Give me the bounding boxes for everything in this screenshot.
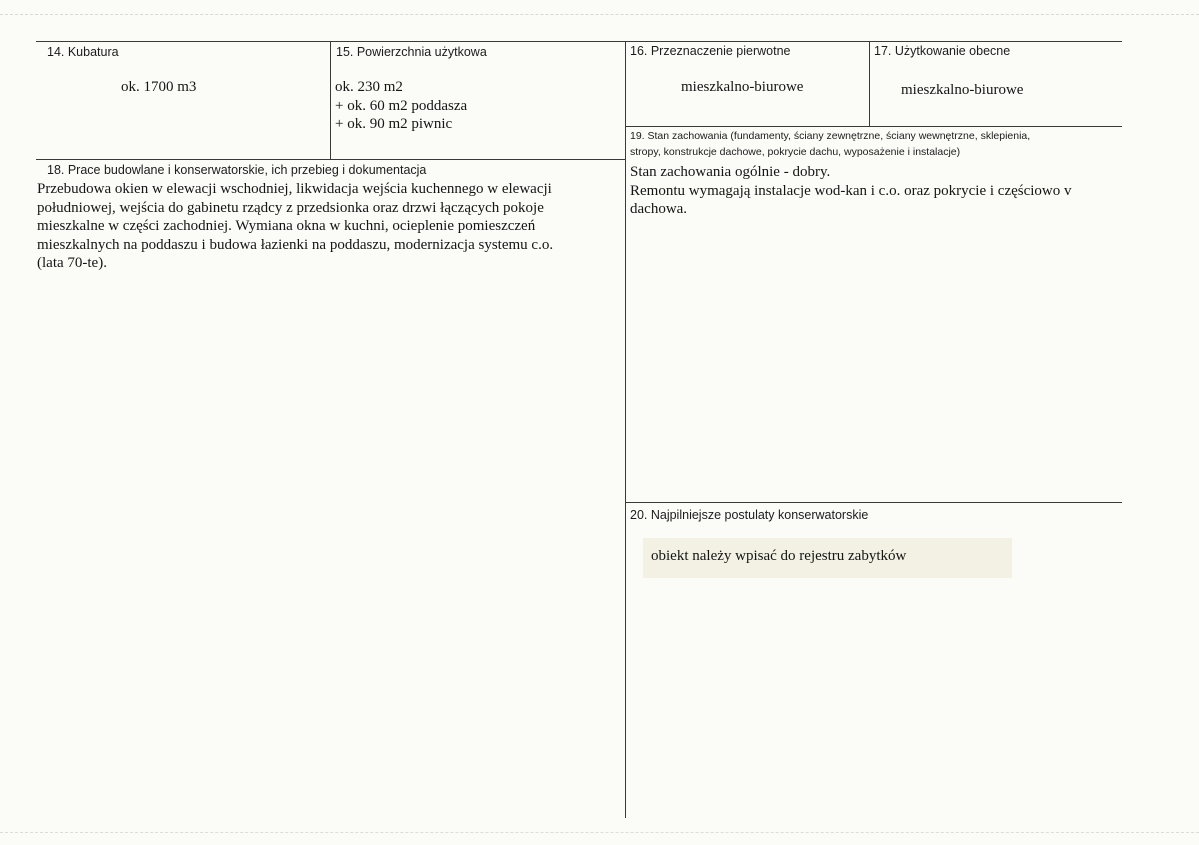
postulaty-label: 20. Najpilniejsze postulaty konserwatorskie (630, 508, 869, 522)
stan-label-line2: stropy, konstrukcje dachowe, pokrycie dachu, wyposażenie i instalacje) (630, 146, 961, 158)
main-divider (625, 41, 626, 818)
powierzchnia-values (335, 78, 467, 134)
przeznaczenie-value: mieszkalno-biurowe (681, 79, 804, 95)
rule-above-18 (36, 159, 625, 160)
uzytkowanie-label: 17. Użytkowanie obecne (874, 44, 1011, 58)
postulaty-value: obiekt należy wpisać do rejestru zabytków (651, 548, 907, 564)
rule-above-20 (625, 502, 1122, 503)
powierzchnia-line: + ok. 90 m2 piwnic (335, 116, 453, 132)
divider-14-15 (330, 41, 331, 159)
scan-top-edge (0, 0, 1199, 15)
divider-16-17 (869, 41, 870, 126)
rule-above-19 (625, 126, 1122, 127)
stan-line: dachowa. (630, 201, 688, 217)
stan-text (630, 163, 1120, 219)
przeznaczenie-label: 16. Przeznaczenie pierwotne (630, 44, 791, 58)
prace-line: Przebudowa okien w elewacji wschodniej, likwidacja wejścia kuchennego w elewacji (37, 181, 552, 197)
powierzchnia-label: 15. Powierzchnia użytkowa (336, 45, 487, 59)
prace-line: mieszkalnych na poddaszu i budowa łazienki na poddaszu, modernizacja systemu c.o. (37, 236, 554, 253)
powierzchnia-line: + ok. 60 m2 poddasza (335, 97, 468, 114)
prace-label: 18. Prace budowlane i konserwatorskie, ich przebieg i dokumentacja (47, 163, 427, 177)
kubatura-value: ok. 1700 m3 (121, 79, 197, 95)
prace-line: południowej, wejścia do gabinetu rządcy z przedsionka oraz drzwi łączących pokoje (37, 199, 544, 216)
prace-text (37, 180, 553, 273)
prace-line: mieszkalne w części zachodniej. Wymiana okna w kuchni, ocieplenie pomieszczeń (37, 218, 536, 234)
stan-line: Remontu wymagają instalacje wod-kan i c.o. oraz pokrycie i częściowo v (630, 182, 1072, 199)
stan-label-line1: 19. Stan zachowania (fundamenty, ściany zewnętrzne, ściany wewnętrzne, sklepienia, (630, 130, 1031, 142)
stan-line: Stan zachowania ogólnie - dobry. (630, 164, 831, 180)
top-rule (36, 41, 1122, 42)
kubatura-label: 14. Kubatura (47, 45, 119, 59)
uzytkowanie-value: mieszkalno-biurowe (901, 82, 1024, 98)
scan-bottom-edge (0, 832, 1199, 845)
powierzchnia-line: ok. 230 m2 (335, 79, 403, 95)
prace-line: (lata 70-te). (37, 255, 107, 271)
